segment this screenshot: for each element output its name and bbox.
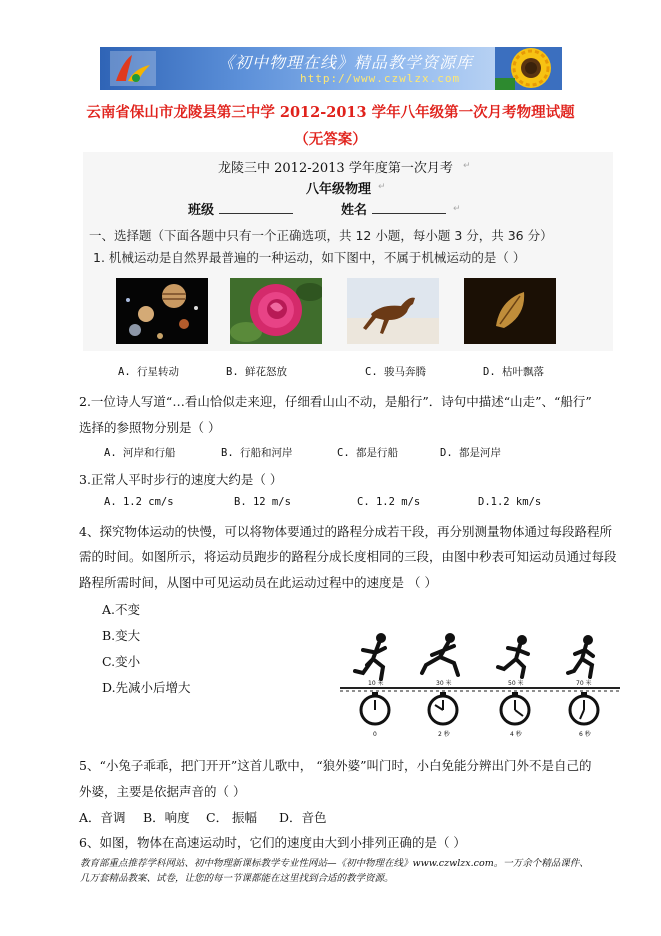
document-title-note: （无答案） (294, 131, 367, 148)
horse-image (347, 278, 439, 344)
site-banner (100, 47, 562, 90)
q5-option-c: C． 振幅 (206, 810, 258, 825)
question-4-stem-line1: 4、探究物体运动的快慢，可以将物体要通过的路程分成若干段，再分别测量物体通过每段路程所 (79, 524, 612, 539)
distance-label-2: 30 米 (436, 680, 452, 687)
stopwatch-3-icon (501, 692, 529, 724)
time-label-2: 2 秒 (438, 731, 450, 738)
exam-subheading: 八年级物理 (306, 182, 372, 197)
falling-leaf-image (464, 278, 556, 344)
stopwatch-1-icon (361, 692, 389, 724)
question-5-stem-line1: 5、“小兔子乖乖，把门开开”这首儿歌中， “狼外婆”叫门时，小白免能分辨出门外不是自己的 (79, 758, 592, 773)
runner-4-icon (568, 635, 593, 677)
q4-option-c: C.变小 (102, 654, 141, 669)
q4-option-b: B.变大 (102, 628, 141, 643)
q2-option-b: B. 行船和河岸 (221, 447, 293, 459)
distance-label-4: 70 米 (576, 680, 592, 687)
question-1-stem: 1. 机械运动是自然界最普遍的一种运动，如下图中，不属于机械运动的是（ ） (93, 250, 526, 265)
question-2-stem-line2: 选择的参照物分别是（ ） (79, 420, 221, 435)
question-2-stem-line1: 2.一位诗人写道“…看山恰似走来迎，仔细看山山不动，是船行”．诗句中描述“山走”、“船行” (79, 394, 592, 409)
question-3-stem: 3.正常人平时步行的速度大约是（ ） (79, 472, 283, 487)
section-heading: 一、选择题（下面各题中只有一个正确选项，共 12 小题，每小题 3 分，共 36 分） (89, 228, 553, 243)
q5-option-d: D．音色 (279, 810, 327, 825)
page-footer (80, 856, 620, 886)
q3-option-c: C. 1.2 m/s (357, 496, 421, 508)
q2-option-c: C. 都是行船 (337, 447, 398, 459)
footer-line-2: 几万套精品教案、试卷，让您的每一节课都能在这里找到合适的教学资源。 (80, 873, 394, 884)
distance-label-1: 10 米 (368, 680, 384, 687)
stopwatch-2-icon (429, 692, 457, 724)
exam-heading: 龙陵三中 2012-2013 学年度第一次月考 (218, 161, 453, 176)
footer-line-1: 教育部重点推荐学科网站、初中物理新课标教学专业性网站—《初中物理在线》www.czwlzx.com。一万余个精品课件、 (80, 858, 589, 869)
q5-option-b: B．响度 (143, 810, 190, 825)
time-label-4: 6 秒 (579, 731, 591, 738)
class-blank (219, 201, 293, 214)
document-title: 云南省保山市龙陵县第三中学 2012-2013 学年八年级第一次月考物理试题 (86, 104, 575, 121)
time-label-3: 4 秒 (510, 731, 522, 738)
q2-option-d: D. 都是河岸 (440, 447, 501, 459)
runner-2-icon (422, 633, 458, 675)
stopwatch-4-icon (570, 692, 598, 724)
q4-option-a: A.不变 (102, 602, 141, 617)
name-field (341, 199, 446, 218)
q1-option-a: A. 行星转动 (118, 366, 179, 378)
return-mark-icon: ↵ (378, 182, 386, 192)
return-mark-icon: ↵ (453, 204, 461, 214)
runner-1-icon (355, 633, 386, 679)
banner-url[interactable]: http://www.czwlzx.com (300, 72, 461, 85)
q1-option-c: C. 骏马奔腾 (365, 366, 426, 378)
rose-image (230, 278, 322, 344)
q2-option-a: A. 河岸和行船 (104, 447, 176, 459)
scanned-exam-header (83, 152, 613, 351)
class-field (188, 199, 293, 218)
runner-3-icon (498, 635, 528, 677)
q4-option-d: D.先减小后增大 (102, 680, 191, 695)
name-label: 姓名 (341, 203, 368, 218)
q1-option-b: B. 鲜花怒放 (226, 366, 287, 378)
distance-label-3: 50 米 (508, 680, 524, 687)
q3-option-d: D.1.2 km/s (478, 496, 542, 508)
name-blank (372, 201, 446, 214)
sunflower-icon (495, 47, 562, 90)
question-4-stem-line2: 需的时间。如图所示，将运动员跑步的路程分成长度相同的三段，由图中秒表可知运动员通过每段 (79, 549, 617, 564)
q1-option-d: D. 枯叶飘落 (483, 366, 544, 378)
return-mark-icon: ↵ (463, 161, 471, 171)
time-label-1: 0 (373, 731, 377, 738)
question-4-stem-line3: 路程所需时间，从图中可见运动员在此运动过程中的速度是 （ ） (79, 575, 437, 590)
q3-option-a: A. 1.2 cm/s (104, 496, 174, 508)
q5-option-a: A．音调 (79, 810, 126, 825)
class-label: 班级 (188, 203, 215, 218)
site-logo-icon (110, 51, 156, 86)
banner-title: 《初中物理在线》精品教学资源库 (218, 53, 474, 72)
question-6-stem: 6、如图，物体在高速运动时，它们的速度由大到小排列正确的是（ ） (79, 835, 466, 850)
runner-diagram (340, 630, 620, 740)
question-5-stem-line2: 外婆，主要是依据声音的（ ） (79, 784, 246, 799)
planets-image (116, 278, 208, 344)
q3-option-b: B. 12 m/s (234, 496, 291, 508)
